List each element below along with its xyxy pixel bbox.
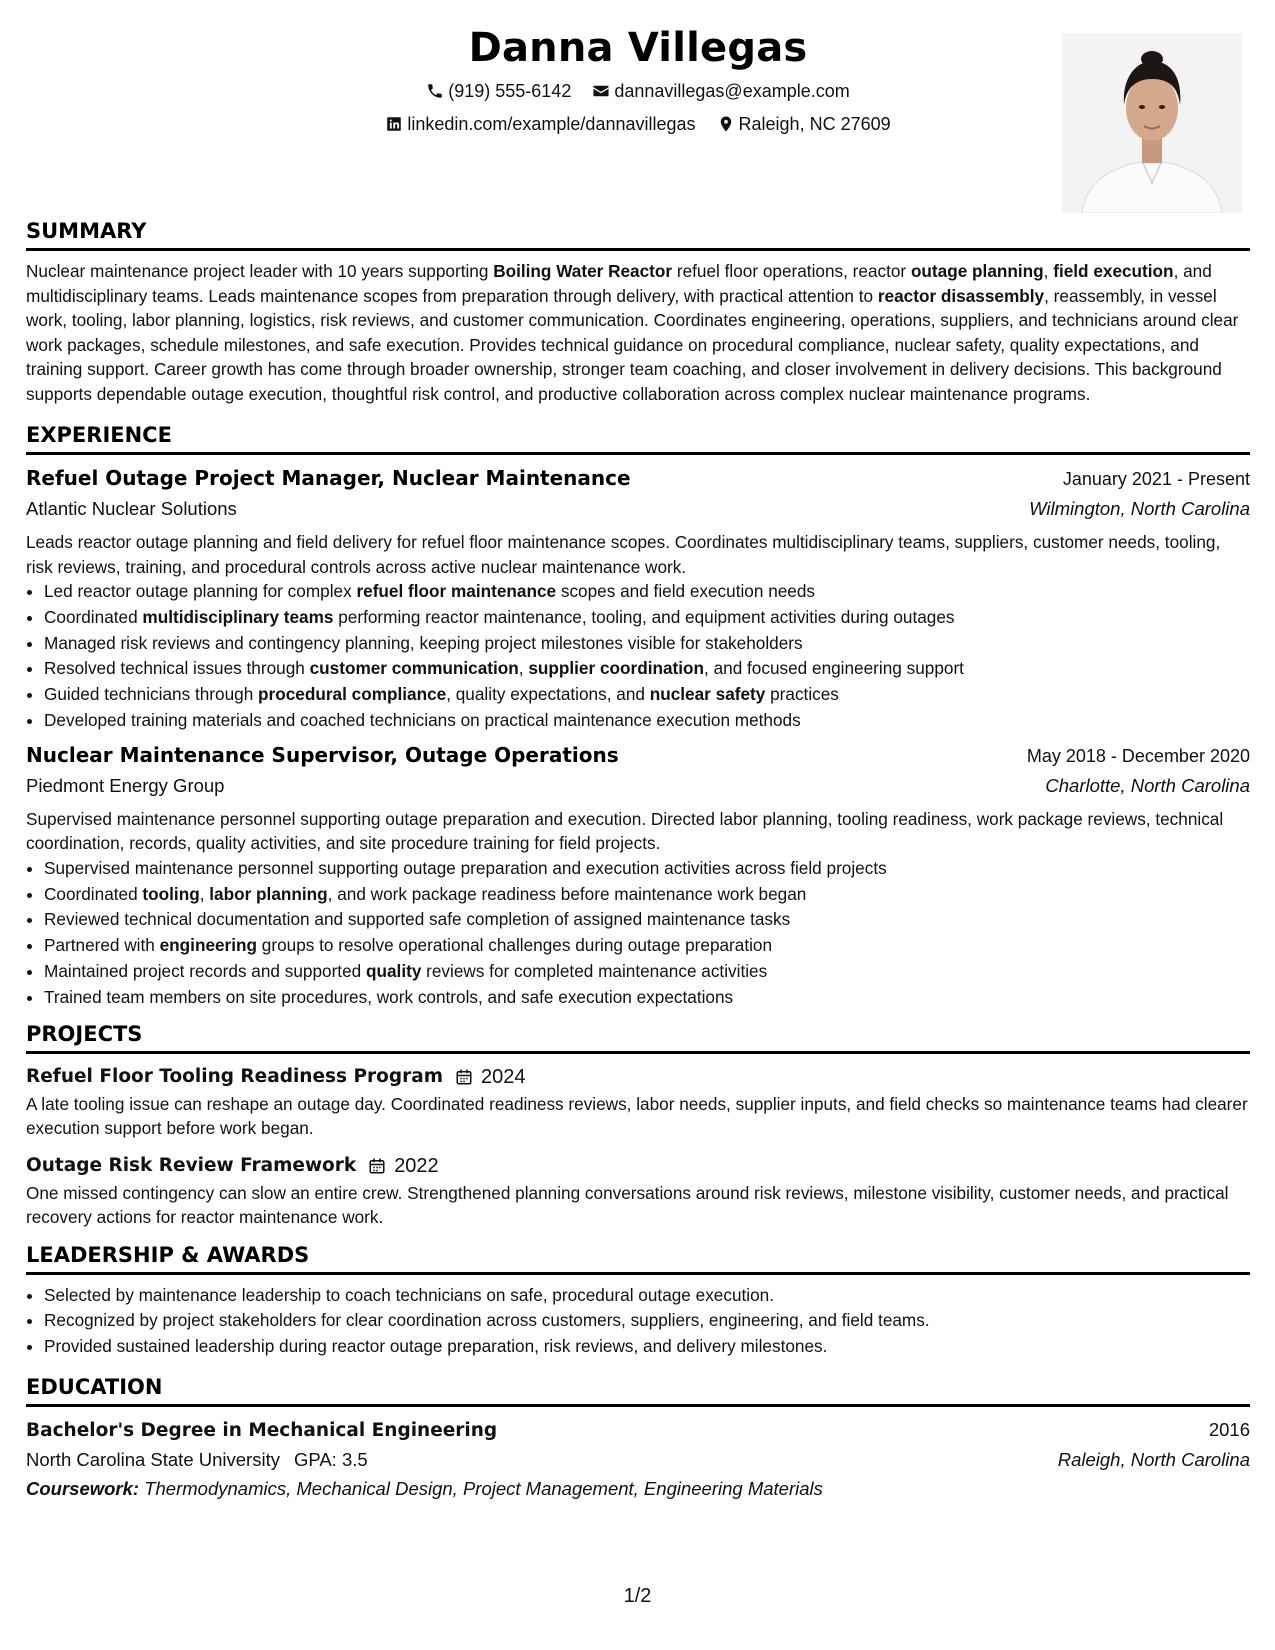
experience-heading: EXPERIENCE: [26, 423, 172, 447]
summary-seg: Nuclear maintenance project leader with 10 years supporting: [26, 261, 494, 281]
project-name: Refuel Floor Tooling Readiness Program: [26, 1065, 443, 1087]
job-dates: January 2021 - Present: [1062, 469, 1250, 489]
education-heading: EDUCATION: [26, 1374, 163, 1399]
job-bullets: [26, 856, 1250, 1011]
awards-heading: LEADERSHIP & AWARDS: [26, 1242, 310, 1267]
section-divider: [26, 1051, 1250, 1054]
resume-page: [26, 20, 1250, 1504]
awards-section: [26, 1240, 1250, 1360]
project-year: [455, 1062, 526, 1092]
job-title: Nuclear Maintenance Supervisor, Outage Operations: [26, 742, 619, 767]
linkedin-icon: [385, 115, 403, 133]
map-pin-icon: [717, 115, 735, 133]
summary-seg: , and multidisciplinary teams. Leads maintenance scopes from preparation through delivery, with practical attention to: [26, 261, 1212, 306]
envelope-icon: [592, 82, 610, 100]
job-location: Wilmington, North Carolina: [1029, 498, 1250, 519]
list-item: • Developed training materials and coached technicians on practical maintenance execution methods: [44, 708, 1250, 734]
list-item: • Led reactor outage planning for complex refuel floor maintenance scopes and field execution needs: [44, 579, 1250, 605]
summary-text: [26, 259, 1250, 406]
project-year-text: 2024: [480, 1065, 526, 1088]
job-entry: [26, 740, 1250, 1011]
location-contact: [717, 109, 891, 139]
coursework-line: [26, 1474, 1250, 1504]
projects-heading: PROJECTS: [26, 1021, 143, 1046]
project-description: One missed contingency can slow an entire crew. Strengthened planning conversations around risk reviews, milestone visibility, customer needs, and practical recovery actions for reactor maintenance work.: [26, 1182, 1229, 1228]
job-company: Atlantic Nuclear Solutions: [26, 498, 237, 519]
awards-list: [26, 1283, 1250, 1360]
job-company: Piedmont Energy Group: [26, 774, 225, 796]
education-section: [26, 1372, 1250, 1504]
summary-seg: reactor disassembly: [877, 285, 1045, 306]
email-address: dannavillegas@example.com: [614, 81, 850, 101]
section-divider: [26, 452, 1250, 455]
job-location: Charlotte, North Carolina: [1045, 774, 1250, 796]
summary-heading: SUMMARY: [26, 219, 147, 243]
degree-title: Bachelor's Degree in Mechanical Engineering: [26, 1419, 498, 1441]
job-title: Refuel Outage Project Manager, Nuclear Maintenance: [26, 466, 631, 490]
projects-section: [26, 1019, 1250, 1230]
phone-icon: [426, 82, 444, 100]
school-name: North Carolina State University GPA: 3.5: [26, 1448, 368, 1470]
project-description: A late tooling issue can reshape an outage day. Coordinated readiness reviews, labor needs, supplier inputs, and field checks so maintenance teams had clearer execution support before work began.: [26, 1093, 1248, 1139]
experience-section: [26, 420, 1250, 1011]
school-location: Raleigh, North Carolina: [1057, 1448, 1250, 1470]
summary-seg: field execution: [1053, 261, 1174, 281]
coursework-list: Thermodynamics, Mechanical Design, Project Management, Engineering Materials: [139, 1477, 823, 1499]
calendar-icon: [368, 1157, 386, 1175]
job-bullets: [26, 579, 1250, 734]
list-item: • Coordinated multidisciplinary teams performing reactor maintenance, tooling, and equipment activities during outages: [44, 605, 1250, 631]
profile-photo: [1062, 33, 1242, 213]
summary-seg: refuel floor operations, reactor: [672, 261, 911, 281]
page-number: 1/2: [623, 1585, 652, 1607]
list-item: • Recognized by project stakeholders for clear coordination across customers, suppliers, engineering, and field teams.: [44, 1308, 1250, 1334]
phone-contact: [426, 76, 571, 106]
project-entry: [26, 1151, 1250, 1230]
project-name: Outage Risk Review Framework: [26, 1154, 357, 1176]
summary-seg: ,: [1043, 261, 1054, 281]
project-year: [368, 1151, 439, 1181]
list-item: • Guided technicians through procedural compliance, quality expectations, and nuclear safety practices: [44, 682, 1250, 708]
list-item: • Partnered with engineering groups to resolve operational challenges during outage preparation: [44, 933, 1250, 959]
calendar-icon: [455, 1068, 473, 1086]
linkedin-url: linkedin.com/example/dannavillegas: [407, 114, 696, 134]
list-item: • Maintained project records and supported quality reviews for completed maintenance activities: [44, 959, 1250, 985]
phone-number: (919) 555-6142: [448, 81, 572, 101]
email-contact: [592, 76, 849, 106]
degree-year: 2016: [1208, 1418, 1250, 1440]
resume-header: [26, 20, 1250, 212]
summary-section: [26, 216, 1250, 406]
candidate-name: Danna Villegas: [468, 25, 808, 71]
list-item: • Provided sustained leadership during reactor outage preparation, risk reviews, and delivery milestones.: [44, 1334, 1250, 1360]
job-description: Supervised maintenance personnel supporting outage preparation and execution. Directed labor planning, tooling readiness, work package reviews, technical coordination, records, quality activities, and site procedure training for field projects.: [26, 808, 1224, 854]
section-divider: [26, 248, 1250, 251]
list-item: • Selected by maintenance leadership to coach technicians on safe, procedural outage execution.: [44, 1283, 1250, 1309]
job-entry: [26, 463, 1250, 734]
section-divider: [26, 1404, 1250, 1407]
coursework-label: Coursework:: [26, 1477, 140, 1499]
project-entry: [26, 1062, 1250, 1141]
list-item: • Managed risk reviews and contingency planning, keeping project milestones visible for stakeholders: [44, 631, 1250, 657]
list-item: • Coordinated tooling, labor planning, and work package readiness before maintenance work began: [44, 882, 1250, 908]
summary-seg: Boiling Water Reactor: [493, 261, 673, 281]
gpa-text: GPA: 3.5: [293, 1448, 368, 1470]
linkedin-contact: [385, 109, 695, 139]
summary-seg: outage planning: [910, 261, 1044, 281]
location-text: Raleigh, NC 27609: [738, 114, 891, 134]
job-description: Leads reactor outage planning and field delivery for refuel floor maintenance scopes. Coordinates multidisciplinary teams, suppliers, customer needs, tooling, risk reviews, training, and procedural controls across active nuclear maintenance work.: [26, 532, 1221, 577]
list-item: • Resolved technical issues through customer communication, supplier coordination, and focused engineering support: [44, 656, 1250, 682]
list-item: • Trained team members on site procedures, work controls, and safe execution expectations: [44, 985, 1250, 1011]
summary-seg: , reassembly, in vessel work, tooling, labor planning, logistics, risk reviews, and customer communication. Coordinates engineering, operations, suppliers, and technicians around clear work packages, schedule milestones, and safe execution. Provides technical guidance on procedural compliance, nuclear safety, quality expectations, and training support. Career growth has come through broader ownership, stronger team coaching, and closer involvement in delivery decisions. This background supports dependable outage execution, thoughtful risk control, and productive collaboration across complex nuclear maintenance programs.: [26, 285, 1239, 404]
project-year-text: 2022: [394, 1154, 439, 1177]
section-divider: [26, 1272, 1250, 1275]
list-item: • Supervised maintenance personnel supporting outage preparation and execution activities across field projects: [44, 856, 1250, 882]
list-item: • Reviewed technical documentation and supported safe completion of assigned maintenance tasks: [44, 907, 1250, 933]
job-dates: May 2018 - December 2020: [1026, 745, 1250, 766]
